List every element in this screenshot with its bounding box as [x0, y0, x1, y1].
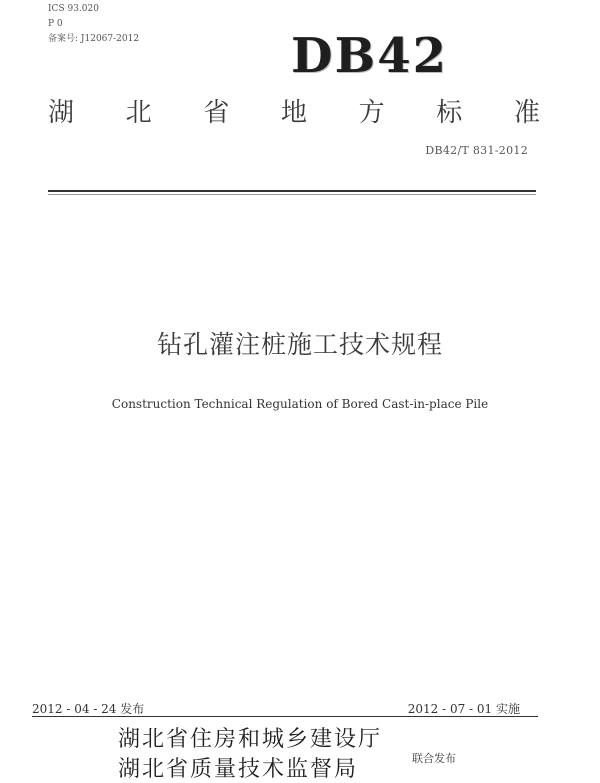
- standard-category-title: [48, 92, 540, 129]
- issuing-department-2: 湖北省质量技术监督局: [118, 757, 359, 782]
- standard-code-logo: DB42: [291, 28, 448, 84]
- header-rule-thin: [48, 194, 536, 195]
- title-char: 准: [513, 98, 540, 128]
- header-rule: [48, 190, 536, 192]
- standard-number: DB42/T 831-2012: [425, 144, 528, 157]
- issuing-department-1: 湖北省住房和城乡建设厅: [118, 727, 383, 752]
- footer-rule: [32, 716, 538, 717]
- implementation-date: 2012 - 07 - 01 实施: [407, 702, 520, 716]
- ics-code: ICS 93.020: [48, 4, 99, 14]
- record-number: 备案号: J12067-2012: [48, 34, 140, 44]
- document-title-cn: 钻孔灌注桩施工技术规程: [156, 330, 443, 359]
- joint-issue-label: 联合发布: [412, 752, 456, 765]
- title-char: 标: [436, 98, 463, 128]
- ccs-code: P 0: [48, 19, 63, 29]
- title-char: 方: [358, 98, 385, 128]
- title-char: 地: [280, 98, 307, 128]
- document-title-en: Construction Technical Regulation of Bored Cast-in-place Pile: [111, 397, 489, 411]
- title-char: 湖: [48, 98, 75, 128]
- title-char: 省: [203, 98, 230, 128]
- issue-date: 2012 - 04 - 24 发布: [32, 702, 145, 716]
- title-char: 北: [125, 98, 152, 128]
